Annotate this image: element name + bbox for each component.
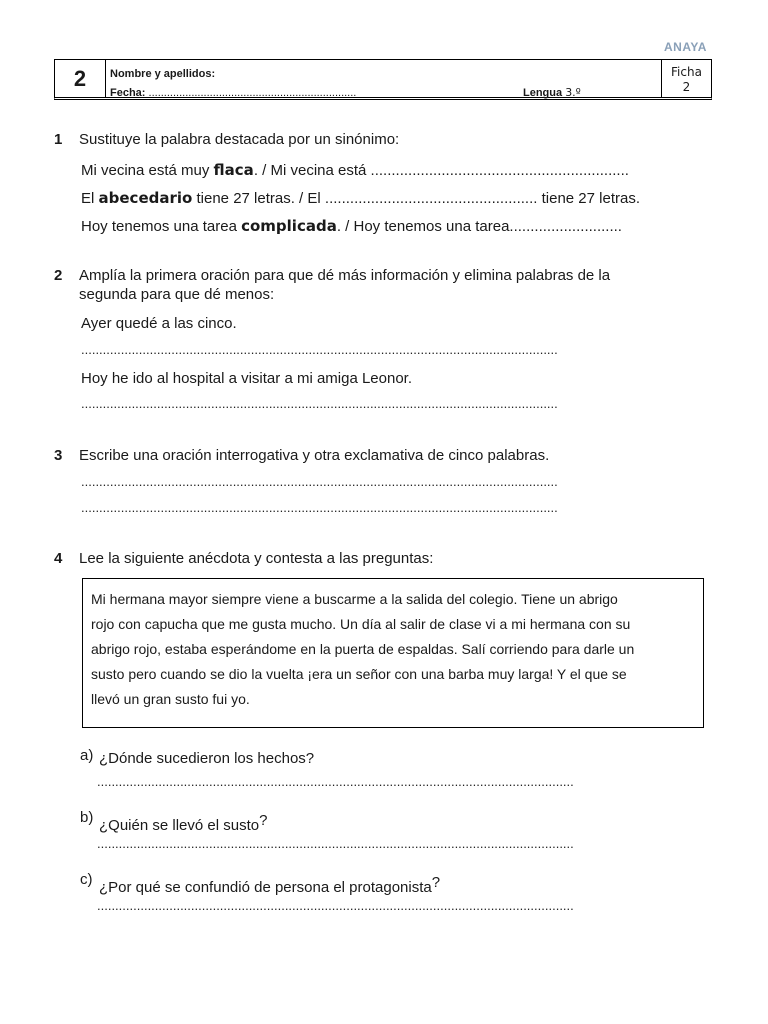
grade: 3.º [565,86,581,99]
q1-l2-pre: El [81,190,99,207]
q1-l1-post: . / Mi vecina está .............................................................. [253,162,629,179]
ficha-label: Ficha [671,65,702,79]
q1-highlight-abecedario: abecedario [98,189,193,207]
question-mark: ? [431,874,441,891]
anecdote-line: llevó un gran susto fui yo. [91,691,250,707]
question-2-number: 2 [54,267,63,284]
date-dots: .................................................................... [148,87,357,99]
anaya-logo: ANAYA [664,40,707,54]
subquestion-b-question: ¿Quién se llevó el susto [99,817,260,834]
question-2-sentence-1: Ayer quedé a las cinco. [81,315,237,332]
date-label: Fecha: [110,87,146,99]
anecdote-line: abrigo rojo, estaba esperándome en la puerta de espaldas. Salí corriendo para darle un [91,641,635,657]
date-field [110,87,356,99]
anecdote-line: Mi hermana mayor siempre viene a buscarme a la salida del colegio. Tiene un abrigo [91,591,618,607]
answer-line[interactable]: .................................................................................................................................... [81,342,558,357]
question-1-line-3 [81,217,622,235]
subject-label [523,86,581,99]
q1-l3-post: . / Hoy tenemos una tarea........................... [336,218,622,235]
question-3-number: 3 [54,447,63,464]
subquestion-a-label: a) [80,747,94,764]
answer-line[interactable]: .................................................................................................................................... [97,898,574,913]
q1-l1-pre: Mi vecina está muy [81,162,214,179]
question-2-prompt-2: segunda para que dé menos: [79,286,275,303]
answer-line[interactable]: .................................................................................................................................... [81,500,558,515]
question-2-sentence-2: Hoy he ido al hospital a visitar a mi amiga Leonor. [81,370,413,387]
answer-line[interactable]: .................................................................................................................................... [81,396,558,411]
subquestion-b-label: b) [80,809,94,826]
q1-l2-post: tiene 27 letras. / El ................................................... tiene 27 letras. [192,190,640,207]
answer-line[interactable]: .................................................................................................................................... [97,774,574,789]
question-4-number: 4 [54,550,63,567]
subquestion-c-label: c) [80,871,93,888]
subquestion-b-text [99,812,267,834]
q1-highlight-complicada: complicada [241,217,337,235]
question-2-prompt-1: Amplía la primera oración para que dé más información y elimina palabras de la [79,267,611,284]
q1-highlight-flaca: flaca [213,161,254,179]
question-1-line-2 [81,189,640,207]
subquestion-c-text [99,874,440,896]
ficha-number: 2 [682,80,691,94]
subquestion-a-text: ¿Dónde sucedieron los hechos? [99,750,315,767]
question-3-prompt: Escribe una oración interrogativa y otra exclamativa de cinco palabras. [79,447,550,464]
subquestion-c-question: ¿Por qué se confundió de persona el protagonista [99,879,432,896]
anecdote-line: susto pero cuando se dio la vuelta ¡era un señor con una barba muy larga! Y el que se [91,666,627,682]
ficha-box [661,60,711,97]
question-1-prompt: Sustituye la palabra destacada por un sinónimo: [79,131,400,148]
name-label: Nombre y apellidos: [110,68,216,80]
question-4-prompt: Lee la siguiente anécdota y contesta a las preguntas: [79,550,434,567]
subject-name: Lengua [523,87,563,99]
answer-line[interactable]: .................................................................................................................................... [97,836,574,851]
question-1-line-1 [81,161,629,179]
anecdote-line: rojo con capucha que me gusta mucho. Un día al salir de clase vi a mi hermana con su [91,616,631,632]
anecdote-box [82,578,704,728]
question-mark: ? [259,812,268,829]
question-1-number: 1 [54,131,63,148]
worksheet-number: 2 [55,60,106,97]
worksheet-header [54,59,712,100]
answer-line[interactable]: .................................................................................................................................... [81,474,558,489]
q1-l3-pre: Hoy tenemos una tarea [81,218,242,235]
